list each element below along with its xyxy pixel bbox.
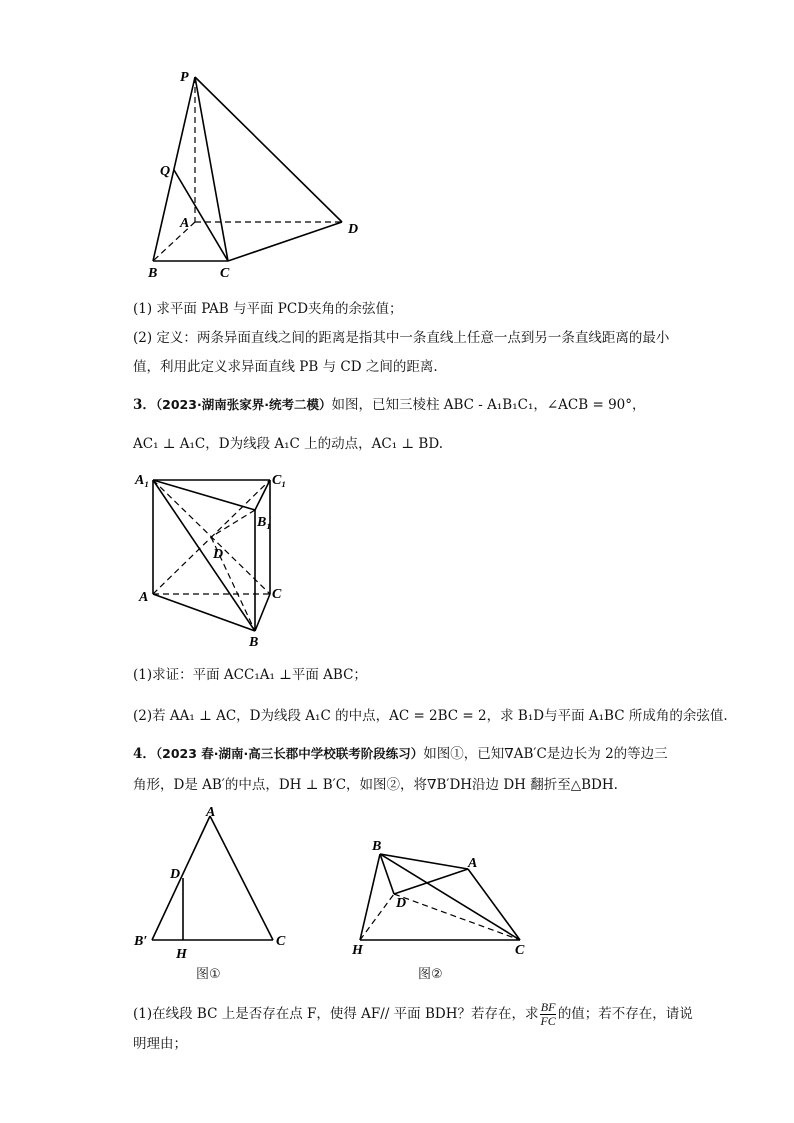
prism-figure: [133, 468, 303, 650]
pyramid-figure: [140, 65, 370, 280]
label-A: A: [139, 590, 149, 605]
label-C: C: [272, 587, 282, 602]
problem-4-stem-line2: 角形，D是 AB′的中点，DH ⊥ B′C，如图②，将∇B′DH沿边 DH 翻折至△BDH.: [133, 777, 618, 793]
label-P: P: [180, 70, 189, 85]
fig1-label-A: A: [206, 805, 216, 820]
label-A1: A₁: [135, 473, 150, 488]
p4-question-1-line2: 明理由；: [133, 1036, 187, 1052]
fig2-label-B: B: [372, 839, 382, 854]
pyramid-edges: [153, 77, 342, 261]
problem-3-number: 3．: [133, 397, 156, 413]
label-B1: B₁: [257, 515, 272, 530]
figure-1-caption: 图①: [196, 967, 221, 982]
label-D: D: [213, 547, 224, 562]
problem-3-stem-line1: 如图，已知三棱柱 ABC - A₁B₁C₁，∠ACB = 90°，: [331, 397, 646, 413]
p4-question-1: [133, 999, 693, 1029]
prism-edges: [153, 480, 270, 631]
p3-question-2: (2)若 AA₁ ⊥ AC，D为线段 A₁C 的中点，AC = 2BC = 2，求 B₁D与平面 A₁BC 所成角的余弦值.: [133, 708, 728, 724]
fig1-label-H: H: [176, 947, 187, 962]
label-A: A: [180, 216, 190, 231]
problem-4-stem-line1: 如图①，已知∇AB′C是边长为 2的等边三: [423, 746, 668, 762]
fraction-denominator: FC: [540, 1014, 556, 1028]
fig2-label-H: H: [352, 943, 363, 958]
label-D: D: [348, 222, 359, 237]
label-B: B: [148, 266, 158, 281]
fig1-label-C: C: [276, 934, 286, 949]
triangle-2-edges: [360, 854, 520, 940]
label-Q: Q: [160, 164, 171, 179]
label-B: B: [249, 635, 259, 650]
p2-question-1: (1) 求平面 PAB 与平面 PCD夹角的余弦值；: [133, 301, 403, 317]
figure-2-caption: 图②: [418, 967, 443, 982]
bf-over-fc-fraction: [540, 1001, 555, 1028]
fig2-label-D: D: [396, 896, 407, 911]
triangle-figure-2: [350, 830, 540, 985]
p4-question-1-part2: 的值；若不存在，请说: [557, 1006, 693, 1022]
p2-question-2-line2: 值，利用此定义求异面直线 PB 与 CD 之间的距离.: [133, 359, 438, 375]
problem-4-number: 4．: [133, 746, 156, 762]
label-C: C: [220, 266, 230, 281]
problem-3-stem-line2: AC₁ ⊥ A₁C，D为线段 A₁C 上的动点，AC₁ ⊥ BD.: [133, 436, 443, 452]
fig1-label-Bprime: B′: [134, 934, 148, 949]
p3-question-1: (1)求证：平面 ACC₁A₁ ⊥平面 ABC；: [133, 667, 367, 683]
fig1-label-D: D: [170, 867, 181, 882]
p4-question-1-part1: (1)在线段 BC 上是否存在点 F，使得 AF// 平面 BDH？若存在，求: [133, 1006, 539, 1022]
problem-4-stem: [133, 744, 668, 764]
problem-3-stem: [133, 395, 646, 415]
fig2-label-A: A: [468, 856, 478, 871]
fig2-label-C: C: [515, 943, 525, 958]
p2-question-2-line1: (2) 定义：两条异面直线之间的距离是指其中一条直线上任意一点到另一条直线距离的最小: [133, 330, 670, 346]
fraction-numerator: BF: [540, 1000, 556, 1014]
triangle-figure-1: [130, 800, 300, 985]
problem-4-source: （2023 春·湖南·高三长郡中学校联考阶段练习）: [155, 746, 424, 761]
label-C1: C₁: [272, 473, 287, 488]
problem-3-source: （2023·湖南张家界·统考二模）: [155, 397, 332, 412]
